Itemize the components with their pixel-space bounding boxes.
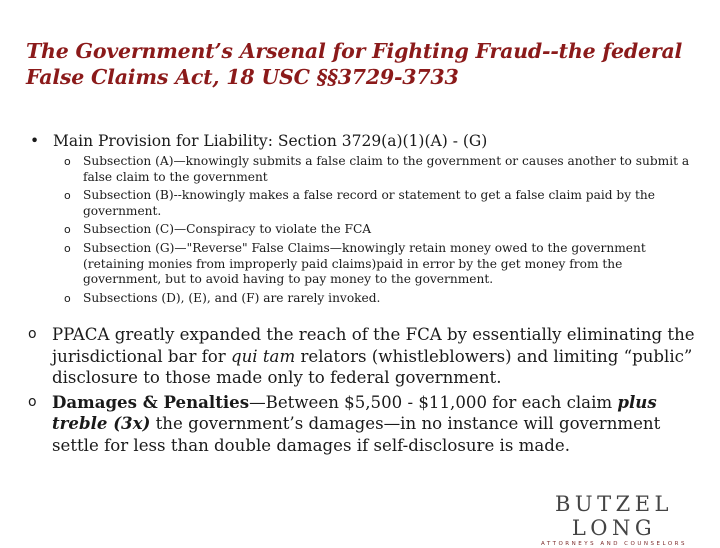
point-marker: o — [28, 393, 37, 410]
sub-marker: o — [64, 155, 71, 168]
ppaca-text-before: PPACA greatly expanded the reach of the FCA by essentially eliminating the jurisdictional bar for — [52, 325, 695, 366]
sub-item-text: Subsection (G)—"Reverse" False Claims—knowingly retain money owed to the government (retaining monies from improperly paid claims)paid in error by the get money from the government, but to avoid having to pay money to the government. — [83, 240, 646, 287]
sub-item-text: Subsections (D), (E), and (F) are rarely invoked. — [83, 290, 381, 305]
sub-marker: o — [64, 291, 71, 305]
qui-tam-term: qui tam — [231, 346, 296, 366]
damages-point — [28, 392, 708, 457]
subsection-list — [64, 154, 694, 309]
point-marker: o — [28, 326, 37, 342]
sub-item-text: Subsection (C)—Conspiracy to violate the FCA — [83, 222, 372, 237]
bullet-marker: • — [30, 132, 40, 150]
ppaca-point — [28, 324, 708, 389]
slide-title: The Government’s Arsenal for Fighting Fraud--the federal False Claims Act, 18 USC §§3729-3733 — [26, 39, 683, 89]
sub-item-g — [64, 241, 694, 288]
sub-item-c — [64, 222, 694, 238]
sub-item-def — [64, 291, 694, 307]
sub-marker: o — [64, 241, 71, 255]
main-points-list — [28, 324, 708, 459]
sub-item-text: Subsection (B)--knowingly makes a false record or statement to get a false claim paid by the government. — [83, 188, 655, 218]
damages-heading: Damages & Penalties — [52, 391, 250, 412]
ppaca-text-after: relators (whistleblowers) and limiting “public” disclosure to those made only to federal government. — [52, 346, 693, 387]
sub-marker: o — [64, 189, 71, 203]
main-bullet-text: Main Provision for Liability: Section 3729(a)(1)(A) - (G) — [53, 132, 488, 150]
sub-item-b — [64, 188, 694, 219]
sub-item-text: Subsection (A)—knowingly submits a false claim to the government or causes another to submit a false claim to the government — [83, 154, 690, 184]
damages-text-after: the government’s damages—in no instance will government settle for less than double damages if self-disclosure is made. — [52, 414, 661, 455]
treble-emphasis: plus treble (3x) — [52, 391, 657, 433]
butzel-long-logo — [514, 492, 714, 547]
sub-marker: o — [64, 223, 71, 237]
logo-name: BUTZEL LONG — [554, 492, 673, 540]
damages-text-mid: —Between $5,500 - $11,000 for each claim — [249, 392, 618, 412]
sub-item-a — [64, 154, 694, 185]
logo-tagline: ATTORNEYS AND COUNSELORS — [541, 541, 687, 547]
